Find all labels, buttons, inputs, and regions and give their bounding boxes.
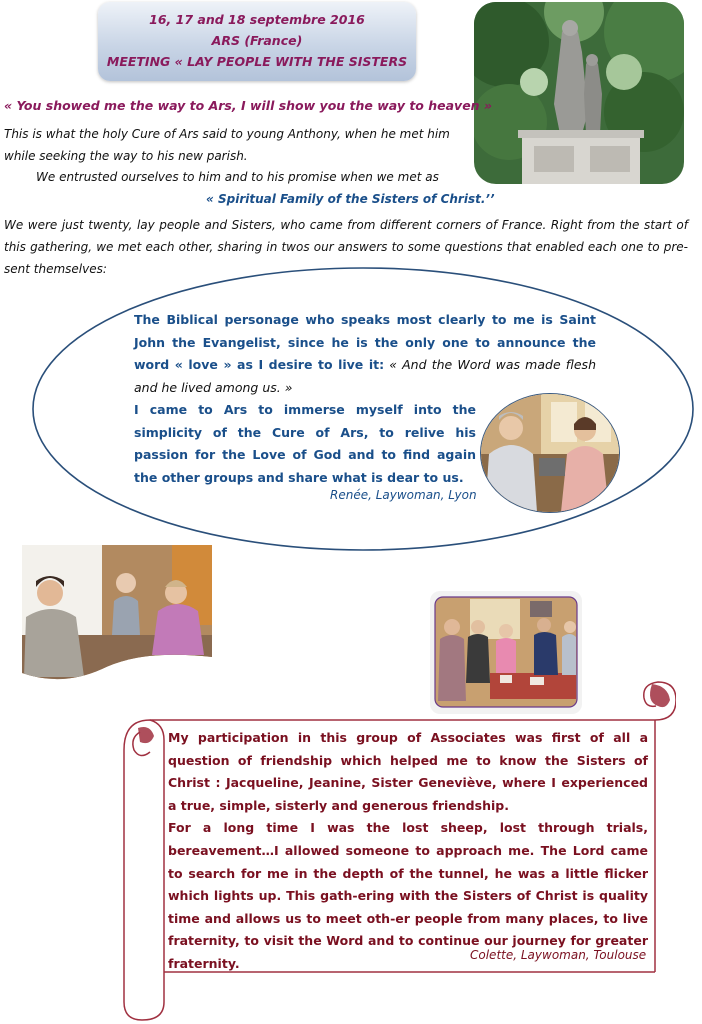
renee-signature: Renée, Laywoman, Lyon xyxy=(330,488,477,502)
renee-photo xyxy=(480,393,620,513)
group-photo-sitting xyxy=(22,545,212,687)
event-place: ARS (France) xyxy=(211,33,303,48)
renee-quote: « And the Word was made flesh and he lived among us. » xyxy=(134,357,596,395)
event-dates: 16, 17 and 18 septembre 2016 xyxy=(149,12,365,27)
entrusted-text: We entrusted ourselves to him and to his promise when we met as xyxy=(36,170,439,184)
colette-testimony xyxy=(168,727,648,976)
colette-part1: My participation in this group of Associates was first of all a question of friendship which helped me to know the Sisters of Christ : Jacqueline, Jeanine, Sister Geneviève, where I experienced a true, simple, sisterly and generous friendship. xyxy=(168,730,648,813)
spiritual-family-text: « Spiritual Family of the Sisters of Christ.’’ xyxy=(206,192,495,206)
meeting-title: MEETING « LAY PEOPLE WITH THE SISTERS xyxy=(106,54,408,69)
renee-testimony-part2: I came to Ars to immerse myself into the simplicity of the Cure of Ars, to relive his passion for the Love of God and to find again the other groups and share what is dear to us. xyxy=(134,402,476,485)
gathering-text: We were just twenty, lay people and Sisters, who came from different corners of France. Right from the start of this gathering, we met each other, sharing in twos our answers to some questions that enabled each one to pre-sent themselves: xyxy=(4,218,688,276)
colette-signature: Colette, Laywoman, Toulouse xyxy=(470,948,647,962)
header-banner xyxy=(98,2,416,81)
colette-part2: For a long time I was the lost sheep, lost through trials, bereavement…I allowed someone to approach me. The Lord came to search for me in the depth of the tunnel, he was a little flicker which lights up. This gath-ering with the Sisters of Christ is quality time and allows us to meet oth-er people from many places, to live fraternity, to visit the Word and to continue our journey for greater fraternity. xyxy=(168,820,648,971)
renee-testimony-part1 xyxy=(134,309,596,399)
renee-part1: The Biblical personage who speaks most clearly to me is Saint John the Evangelist, since he is the only one to announce the word « love » as I desire to live it: xyxy=(134,312,596,373)
ars-quote: « You showed me the way to Ars, I will show you the way to heaven » xyxy=(4,98,493,113)
intro-explanation: This is what the holy Cure of Ars said to young Anthony, when he met him while seeking the way to his new parish. xyxy=(4,127,450,163)
statue-photo xyxy=(474,2,684,184)
